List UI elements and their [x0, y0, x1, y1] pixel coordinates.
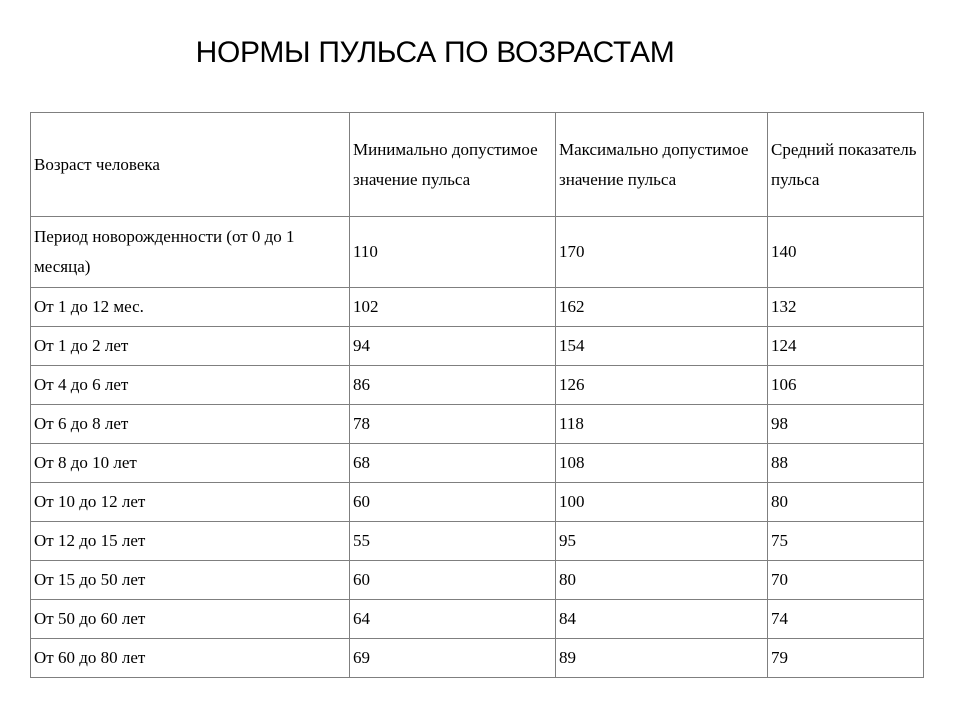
cell-min: 86: [350, 366, 556, 405]
page-title: НОРМЫ ПУЛЬСА ПО ВОЗРАСТАМ: [195, 36, 675, 69]
table-row: [31, 405, 924, 444]
cell-max: 80: [556, 561, 768, 600]
table-row: [31, 327, 924, 366]
cell-avg: 88: [768, 444, 924, 483]
cell-min: 78: [350, 405, 556, 444]
cell-max: 84: [556, 600, 768, 639]
header-age: Возраст человека: [31, 113, 350, 217]
cell-max: 154: [556, 327, 768, 366]
cell-age: От 4 до 6 лет: [31, 366, 350, 405]
table-row: [31, 217, 924, 288]
cell-avg: 140: [768, 217, 924, 288]
table-row: [31, 483, 924, 522]
cell-min: 110: [350, 217, 556, 288]
cell-age: От 60 до 80 лет: [31, 639, 350, 678]
cell-age: Период новорожденности (от 0 до 1 месяца): [31, 217, 350, 288]
cell-min: 68: [350, 444, 556, 483]
cell-max: 100: [556, 483, 768, 522]
table-row: [31, 639, 924, 678]
table-row: [31, 522, 924, 561]
header-avg-pulse: Средний показатель пульса: [768, 113, 924, 217]
cell-avg: 70: [768, 561, 924, 600]
table-header-row: [31, 113, 924, 217]
cell-avg: 75: [768, 522, 924, 561]
cell-avg: 80: [768, 483, 924, 522]
cell-avg: 79: [768, 639, 924, 678]
table-row: [31, 288, 924, 327]
cell-avg: 124: [768, 327, 924, 366]
pulse-norms-table: [30, 112, 924, 678]
cell-max: 95: [556, 522, 768, 561]
table-row: [31, 561, 924, 600]
cell-max: 126: [556, 366, 768, 405]
cell-min: 102: [350, 288, 556, 327]
cell-age: От 50 до 60 лет: [31, 600, 350, 639]
cell-age: От 6 до 8 лет: [31, 405, 350, 444]
cell-min: 60: [350, 483, 556, 522]
header-max-pulse: Максимально допустимое значение пульса: [556, 113, 768, 217]
cell-age: От 12 до 15 лет: [31, 522, 350, 561]
table-row: [31, 366, 924, 405]
cell-avg: 74: [768, 600, 924, 639]
header-min-pulse: Минимально допустимое значение пульса: [350, 113, 556, 217]
cell-age: От 10 до 12 лет: [31, 483, 350, 522]
cell-max: 162: [556, 288, 768, 327]
cell-max: 118: [556, 405, 768, 444]
table-row: [31, 444, 924, 483]
cell-min: 55: [350, 522, 556, 561]
cell-max: 89: [556, 639, 768, 678]
cell-age: От 15 до 50 лет: [31, 561, 350, 600]
cell-min: 69: [350, 639, 556, 678]
cell-min: 64: [350, 600, 556, 639]
cell-avg: 132: [768, 288, 924, 327]
cell-min: 94: [350, 327, 556, 366]
cell-age: От 8 до 10 лет: [31, 444, 350, 483]
cell-max: 108: [556, 444, 768, 483]
cell-age: От 1 до 12 мес.: [31, 288, 350, 327]
cell-avg: 106: [768, 366, 924, 405]
cell-max: 170: [556, 217, 768, 288]
cell-avg: 98: [768, 405, 924, 444]
cell-min: 60: [350, 561, 556, 600]
table-row: [31, 600, 924, 639]
cell-age: От 1 до 2 лет: [31, 327, 350, 366]
